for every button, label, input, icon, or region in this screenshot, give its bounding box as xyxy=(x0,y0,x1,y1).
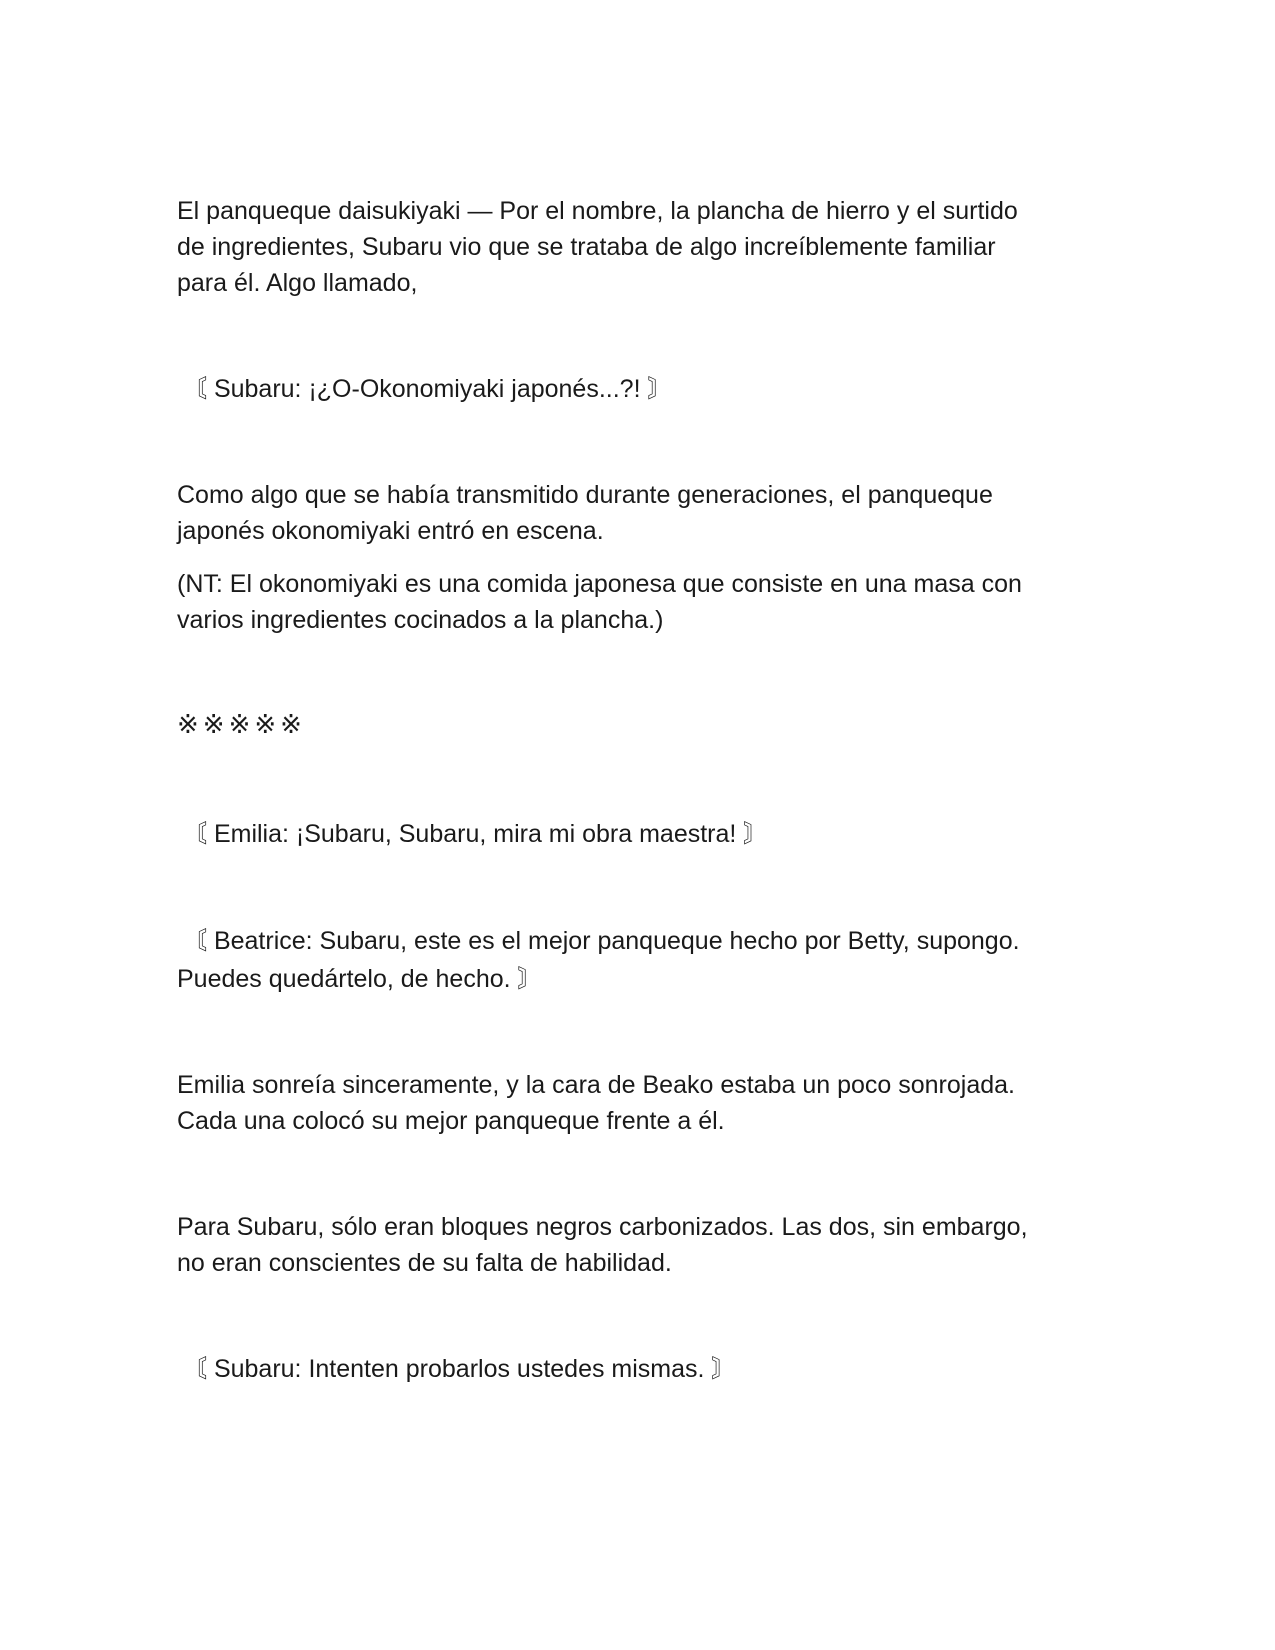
translator-note-line: varios ingredientes cocinados a la plancha.) xyxy=(177,606,664,634)
paragraph-line: Para Subaru, sólo eran bloques negros carbonizados. Las dos, sin embargo, xyxy=(177,1213,1028,1241)
paragraph-line: japonés okonomiyaki entró en escena. xyxy=(177,517,604,545)
paragraph-line: Como algo que se había transmitido durante generaciones, el panqueque xyxy=(177,481,993,509)
paragraph-line: de ingredientes, Subaru vio que se trataba de algo increíblemente familiar xyxy=(177,233,996,261)
scene-separator: ※※※※※ xyxy=(177,710,306,740)
paragraph-line: El panqueque daisukiyaki — Por el nombre, la plancha de hierro y el surtido xyxy=(177,197,1018,225)
paragraph-line: Cada una colocó su mejor panqueque frente a él. xyxy=(177,1107,725,1135)
dialogue-line: Puedes quedártelo, de hecho. 〙 xyxy=(177,965,543,993)
translator-note-line: (NT: El okonomiyaki es una comida japonesa que consiste en una masa con xyxy=(177,570,1022,598)
paragraph-line: para él. Algo llamado, xyxy=(177,269,418,297)
dialogue-line: 〘 Beatrice: Subaru, este es el mejor panqueque hecho por Betty, supongo. xyxy=(182,927,1020,955)
dialogue-line: 〘 Subaru: ¡¿O-Okonomiyaki japonés...?! 〙 xyxy=(182,375,673,403)
paragraph-line: no eran conscientes de su falta de habilidad. xyxy=(177,1249,672,1277)
dialogue-line: 〘 Subaru: Intenten probarlos ustedes mismas. 〙 xyxy=(182,1355,737,1383)
paragraph-line: Emilia sonreía sinceramente, y la cara de Beako estaba un poco sonrojada. xyxy=(177,1071,1015,1099)
dialogue-line: 〘 Emilia: ¡Subaru, Subaru, mira mi obra maestra! 〙 xyxy=(182,820,769,848)
